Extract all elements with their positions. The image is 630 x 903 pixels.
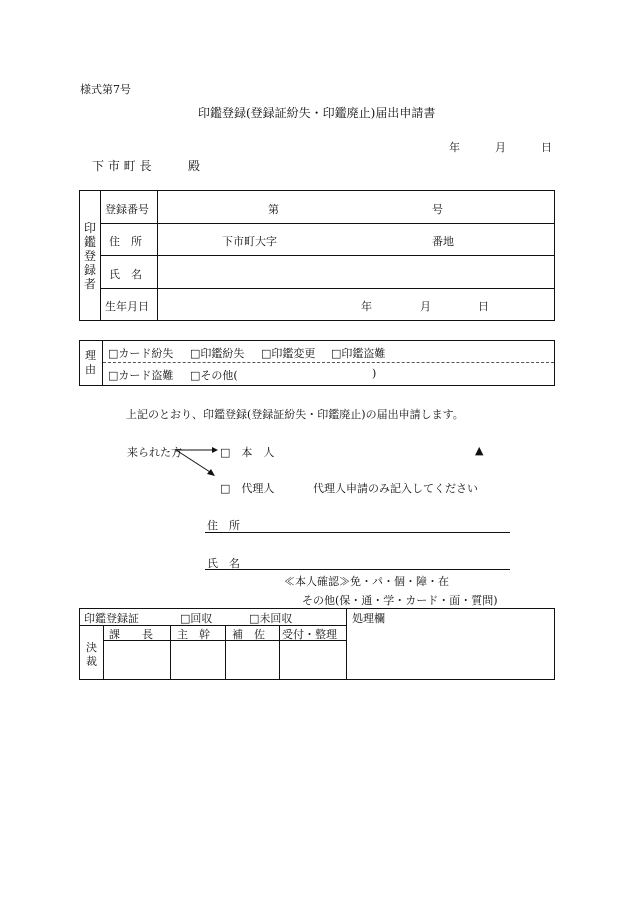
reason-card-stolen[interactable]: □カード盗難 <box>108 369 174 382</box>
date-day: 日 <box>541 141 552 154</box>
col-reception: 受付・整理 <box>282 628 337 641</box>
birthdate-label: 生年月日 <box>105 300 149 313</box>
identity-check-line2: その他(保・通・学・カード・面・質問) <box>302 594 498 607</box>
address-label: 住 所 <box>109 235 142 248</box>
birthdate-year: 年 <box>361 300 372 313</box>
registrant-side-label: 印鑑登録者 <box>84 221 97 291</box>
visitor-label: 来られた方 <box>127 446 182 459</box>
row-divider <box>101 223 554 224</box>
reason-other-close: ) <box>372 367 377 380</box>
date-month: 月 <box>495 141 506 154</box>
visitor-self-option[interactable]: □ 本 人 <box>220 446 275 459</box>
col-assistant: 補 佐 <box>232 628 265 641</box>
column-divider <box>279 625 280 679</box>
reason-seal-stolen[interactable]: □印鑑盗難 <box>331 347 386 360</box>
registration-number-label: 登録番号 <box>105 203 149 216</box>
reason-side-label: 理由 <box>85 349 96 376</box>
column-divider <box>225 625 226 679</box>
not-collected-option[interactable]: □未回収 <box>249 612 293 625</box>
registration-number-suffix: 号 <box>432 203 443 216</box>
processing-label: 処理欄 <box>352 612 385 625</box>
identity-check-line1: ≪本人確認≫免・パ・個・障・在 <box>284 575 449 588</box>
reason-divider <box>103 362 554 363</box>
reason-side <box>80 341 103 385</box>
addressee-honorific: 殿 <box>188 159 201 173</box>
processing-divider <box>346 609 347 679</box>
agent-name-label: 氏 名 <box>207 557 240 570</box>
agent-address-line[interactable] <box>205 532 510 533</box>
agent-address-label: 住 所 <box>207 519 240 532</box>
birthdate-month: 月 <box>420 300 431 313</box>
address-town: 下市町大字 <box>222 235 277 248</box>
column-divider <box>170 625 171 679</box>
col-chief-officer: 主 幹 <box>177 628 210 641</box>
form-number: 様式第7号 <box>80 83 131 96</box>
row-divider <box>101 255 554 256</box>
seal-card-label: 印鑑登録証 <box>84 612 139 625</box>
approval-label: 決裁 <box>86 641 97 668</box>
visitor-agent-option[interactable]: □ 代理人 <box>220 482 275 495</box>
agent-note: 代理人申請のみ記入してください <box>313 482 478 495</box>
date-year: 年 <box>449 141 460 154</box>
name-label: 氏 名 <box>109 268 142 281</box>
addressee-mayor: 下 市 町 長 <box>92 159 152 173</box>
reason-seal-change[interactable]: □印鑑変更 <box>261 347 316 360</box>
row-divider <box>101 288 554 289</box>
office-use-table <box>79 608 555 680</box>
col-section-chief: 課 長 <box>109 628 153 641</box>
approval-divider <box>103 625 104 679</box>
reason-other[interactable]: □その他( <box>190 369 238 382</box>
registration-number-prefix: 第 <box>268 203 279 216</box>
birthdate-day: 日 <box>478 300 489 313</box>
registrant-side <box>80 191 101 320</box>
visitor-arrows-icon <box>174 442 224 480</box>
collected-option[interactable]: □回収 <box>180 612 213 625</box>
agent-name-line[interactable] <box>205 569 510 570</box>
form-title: 印鑑登録(登録証紛失・印鑑廃止)届出申請書 <box>198 106 436 120</box>
declaration-text: 上記のとおり、印鑑登録(登録証紛失・印鑑廃止)の届出申請します。 <box>126 408 464 421</box>
reason-card-lost[interactable]: □カード紛失 <box>108 347 174 360</box>
reason-table <box>79 340 555 386</box>
reason-seal-lost[interactable]: □印鑑紛失 <box>190 347 245 360</box>
address-lot: 番地 <box>432 235 454 248</box>
marker-triangle-icon: ▲ <box>475 444 484 457</box>
registrant-table <box>79 190 555 321</box>
